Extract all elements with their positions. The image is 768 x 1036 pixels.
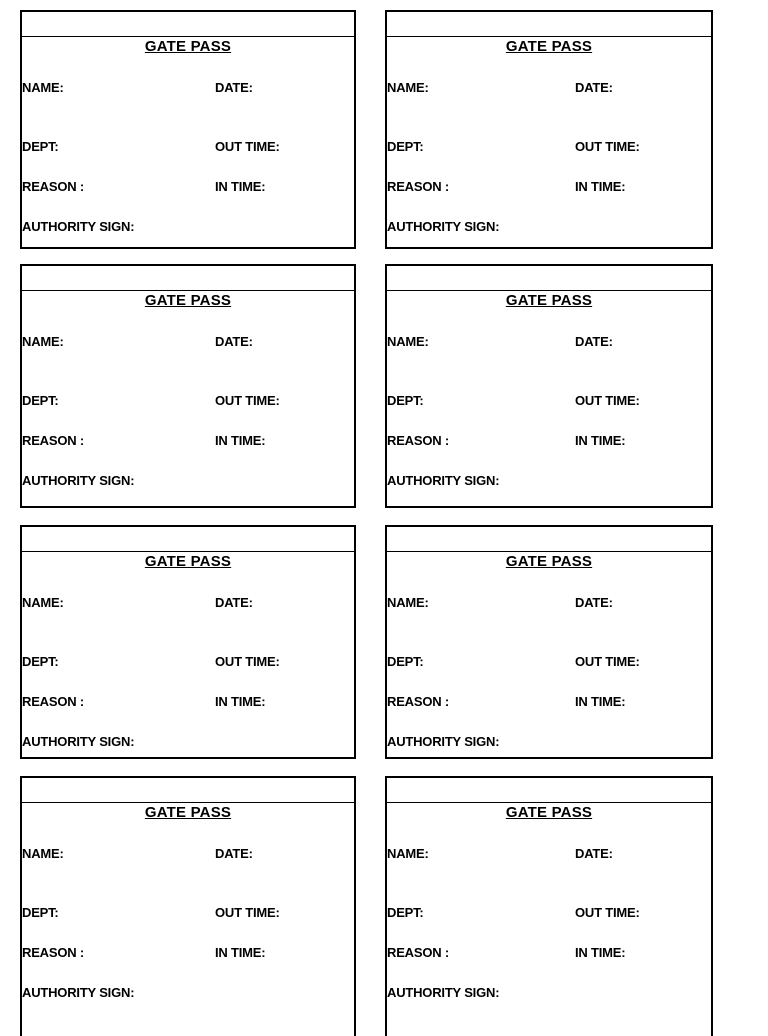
authority-sign-label: AUTHORITY SIGN:	[22, 734, 135, 749]
date-label: DATE:	[575, 334, 613, 349]
gate-pass-card-4	[385, 264, 713, 508]
name-label: NAME:	[387, 334, 429, 349]
reason-label: REASON :	[22, 945, 84, 960]
reason-label: REASON :	[22, 433, 84, 448]
gate-pass-card-2	[385, 10, 713, 249]
gate-pass-header-row	[387, 778, 711, 803]
name-label: NAME:	[387, 80, 429, 95]
out-time-label: OUT TIME:	[575, 905, 640, 920]
date-label: DATE:	[215, 595, 253, 610]
gate-pass-title: GATE PASS	[144, 804, 232, 821]
gate-pass-card-6	[385, 525, 713, 759]
gate-pass-card-7	[20, 776, 356, 1036]
out-time-label: OUT TIME:	[215, 905, 280, 920]
in-time-label: IN TIME:	[215, 945, 266, 960]
out-time-label: OUT TIME:	[215, 139, 280, 154]
reason-label: REASON :	[387, 433, 449, 448]
out-time-label: OUT TIME:	[215, 654, 280, 669]
authority-sign-label: AUTHORITY SIGN:	[387, 985, 500, 1000]
name-label: NAME:	[387, 846, 429, 861]
out-time-label: OUT TIME:	[575, 393, 640, 408]
name-label: NAME:	[22, 595, 64, 610]
date-label: DATE:	[575, 80, 613, 95]
gate-pass-header-row	[22, 12, 354, 37]
authority-sign-label: AUTHORITY SIGN:	[387, 219, 500, 234]
in-time-label: IN TIME:	[575, 945, 626, 960]
in-time-label: IN TIME:	[575, 433, 626, 448]
authority-sign-label: AUTHORITY SIGN:	[387, 473, 500, 488]
reason-label: REASON :	[387, 945, 449, 960]
reason-label: REASON :	[387, 179, 449, 194]
date-label: DATE:	[575, 595, 613, 610]
in-time-label: IN TIME:	[575, 179, 626, 194]
gate-pass-card-5	[20, 525, 356, 759]
in-time-label: IN TIME:	[215, 179, 266, 194]
dept-label: DEPT:	[22, 905, 59, 920]
gate-pass-title: GATE PASS	[505, 38, 593, 55]
name-label: NAME:	[22, 80, 64, 95]
gate-pass-card-8	[385, 776, 713, 1036]
authority-sign-label: AUTHORITY SIGN:	[22, 985, 135, 1000]
in-time-label: IN TIME:	[215, 694, 266, 709]
reason-label: REASON :	[22, 694, 84, 709]
reason-label: REASON :	[22, 179, 84, 194]
date-label: DATE:	[215, 80, 253, 95]
authority-sign-label: AUTHORITY SIGN:	[22, 219, 135, 234]
gate-pass-header-row	[387, 12, 711, 37]
gate-pass-title: GATE PASS	[144, 553, 232, 570]
dept-label: DEPT:	[387, 654, 424, 669]
name-label: NAME:	[22, 846, 64, 861]
authority-sign-label: AUTHORITY SIGN:	[387, 734, 500, 749]
name-label: NAME:	[387, 595, 429, 610]
reason-label: REASON :	[387, 694, 449, 709]
out-time-label: OUT TIME:	[575, 139, 640, 154]
out-time-label: OUT TIME:	[575, 654, 640, 669]
gate-pass-header-row	[387, 527, 711, 552]
gate-pass-header-row	[22, 527, 354, 552]
authority-sign-label: AUTHORITY SIGN:	[22, 473, 135, 488]
dept-label: DEPT:	[22, 654, 59, 669]
gate-pass-card-1	[20, 10, 356, 249]
gate-pass-card-3	[20, 264, 356, 508]
name-label: NAME:	[22, 334, 64, 349]
in-time-label: IN TIME:	[215, 433, 266, 448]
gate-pass-header-row	[387, 266, 711, 291]
dept-label: DEPT:	[22, 139, 59, 154]
date-label: DATE:	[215, 334, 253, 349]
out-time-label: OUT TIME:	[215, 393, 280, 408]
dept-label: DEPT:	[22, 393, 59, 408]
dept-label: DEPT:	[387, 905, 424, 920]
gate-pass-title: GATE PASS	[505, 553, 593, 570]
gate-pass-title: GATE PASS	[505, 804, 593, 821]
gate-pass-title: GATE PASS	[144, 292, 232, 309]
date-label: DATE:	[215, 846, 253, 861]
dept-label: DEPT:	[387, 139, 424, 154]
gate-pass-header-row	[22, 778, 354, 803]
gate-pass-header-row	[22, 266, 354, 291]
dept-label: DEPT:	[387, 393, 424, 408]
gate-pass-title: GATE PASS	[144, 38, 232, 55]
in-time-label: IN TIME:	[575, 694, 626, 709]
gate-pass-title: GATE PASS	[505, 292, 593, 309]
date-label: DATE:	[575, 846, 613, 861]
